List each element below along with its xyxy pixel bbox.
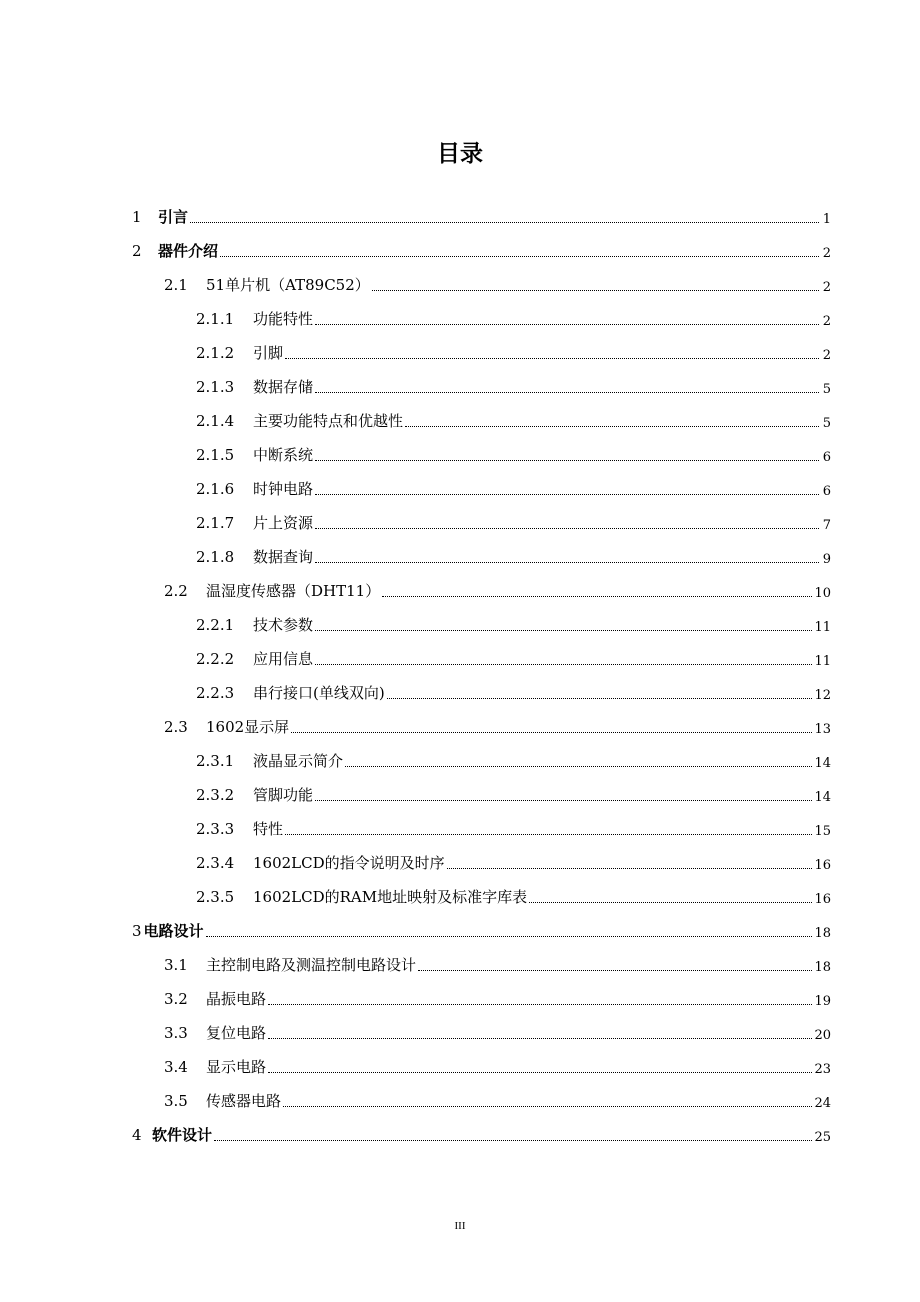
toc-entry-number: 2.2: [164, 582, 188, 600]
toc-entry-page: 16: [814, 892, 831, 907]
leader-dots: [214, 1139, 812, 1141]
leader-dots: [190, 221, 819, 223]
toc-entry-page: 13: [814, 722, 831, 737]
toc-entry-number: 2.2.2: [196, 650, 235, 668]
toc-entry-page: 2: [822, 314, 831, 329]
toc-entry-title: 液晶显示简介: [253, 752, 344, 770]
toc-entry-number: 2.3.4: [196, 854, 235, 872]
toc-entry-number: 2.3.1: [196, 752, 235, 770]
toc-entry-2-2-2[interactable]: [0, 635, 920, 669]
toc-entry-page: 18: [814, 960, 831, 975]
toc-entry-2-1[interactable]: [0, 261, 920, 295]
toc-entry-title: 片上资源: [253, 514, 314, 532]
toc-entry-3-1[interactable]: [0, 941, 920, 975]
toc-entry-number: 4: [132, 1126, 142, 1144]
toc-entry-title: 数据查询: [253, 548, 314, 566]
leader-dots: [283, 1105, 812, 1107]
toc-entry-number: 2: [132, 242, 142, 260]
leader-dots: [447, 867, 813, 869]
leader-dots: [382, 595, 812, 597]
toc-entry-number: 3.2: [164, 990, 188, 1008]
toc-entry-page: 1: [822, 212, 831, 227]
toc-entry-page: 2: [822, 348, 831, 363]
toc-entry-2-1-4[interactable]: [0, 397, 920, 431]
toc-entry-number: 2.1.6: [196, 480, 235, 498]
page-title: 目录: [437, 141, 483, 167]
toc-entry-2[interactable]: [0, 227, 920, 261]
toc-entry-2-1-1[interactable]: [0, 295, 920, 329]
toc-entry-number: 2.3.5: [196, 888, 235, 906]
toc-entry-title: 特性: [253, 820, 284, 838]
leader-dots: [315, 391, 819, 393]
leader-dots: [268, 1071, 812, 1073]
toc-entry-2-1-2[interactable]: [0, 329, 920, 363]
leader-dots: [315, 663, 812, 665]
toc-entry-title: 串行接口(单线双向): [253, 684, 385, 702]
toc-entry-number: 2.1.2: [196, 344, 235, 362]
toc-entry-title: 51单片机（AT89C52）: [206, 276, 370, 294]
toc-entry-number: 3.3: [164, 1024, 188, 1042]
toc-entry-title: 晶振电路: [206, 990, 267, 1008]
toc-entry-3-4[interactable]: [0, 1043, 920, 1077]
toc-entry-1[interactable]: [0, 193, 920, 227]
toc-entry-3-2[interactable]: [0, 975, 920, 1009]
toc-entry-title: 温湿度传感器（DHT11）: [206, 582, 381, 600]
toc-entry-title: 1602LCD的指令说明及时序: [253, 854, 445, 872]
toc-entry-number: 1: [132, 208, 142, 226]
toc-entry-page: 15: [814, 824, 831, 839]
toc-entry-page: 16: [814, 858, 831, 873]
toc-entry-2-3-2[interactable]: [0, 771, 920, 805]
toc-entry-title: 电路设计: [143, 922, 204, 940]
toc-entry-page: 11: [814, 620, 831, 635]
toc-entry-number: 2.1.3: [196, 378, 235, 396]
leader-dots: [315, 527, 819, 529]
toc-entry-title: 应用信息: [253, 650, 314, 668]
leader-dots: [315, 323, 819, 325]
toc-entry-number: 2.1.8: [196, 548, 235, 566]
toc-entry-page: 19: [814, 994, 831, 1009]
toc-entry-title: 显示电路: [206, 1058, 267, 1076]
toc-entry-number: 2.1.7: [196, 514, 235, 532]
leader-dots: [529, 901, 812, 903]
toc-entry-page: 20: [814, 1028, 831, 1043]
toc-entry-2-3-3[interactable]: [0, 805, 920, 839]
toc-entry-page: 10: [814, 586, 831, 601]
toc-entry-4[interactable]: [0, 1111, 920, 1145]
toc-entry-page: 9: [822, 552, 831, 567]
toc-entry-page: 24: [814, 1096, 831, 1111]
toc-entry-2-1-6[interactable]: [0, 465, 920, 499]
toc-entry-2-2-3[interactable]: [0, 669, 920, 703]
leader-dots: [268, 1037, 812, 1039]
leader-dots: [315, 493, 819, 495]
toc-entry-2-2-1[interactable]: [0, 601, 920, 635]
leader-dots: [315, 629, 812, 631]
toc-entry-title: 时钟电路: [253, 480, 314, 498]
toc-entry-title: 传感器电路: [206, 1092, 282, 1110]
toc-entry-number: 2.1.4: [196, 412, 235, 430]
toc-entry-number: 2.3: [164, 718, 188, 736]
toc-entry-title: 主要功能特点和优越性: [253, 412, 404, 430]
toc-entry-page: 14: [814, 790, 831, 805]
toc-entry-title: 1602LCD的RAM地址映射及标准字库表: [253, 888, 528, 906]
toc-entry-title: 器件介绍: [158, 242, 219, 260]
leader-dots: [315, 799, 812, 801]
toc-entry-title: 引脚: [253, 344, 284, 362]
toc-entry-2-3-5[interactable]: [0, 873, 920, 907]
leader-dots: [315, 561, 819, 563]
toc-entry-number: 2.1.5: [196, 446, 235, 464]
toc-entry-page: 18: [814, 926, 831, 941]
toc-entry-number: 2.3.3: [196, 820, 235, 838]
toc-entry-page: 11: [814, 654, 831, 669]
toc-entry-2-1-3[interactable]: [0, 363, 920, 397]
toc-entry-title: 主控制电路及测温控制电路设计: [206, 956, 417, 974]
leader-dots: [405, 425, 819, 427]
toc-entry-page: 5: [822, 382, 831, 397]
toc-entry-number: 3.5: [164, 1092, 188, 1110]
toc-entry-page: 14: [814, 756, 831, 771]
toc-entry-page: 2: [822, 246, 831, 261]
toc-entry-number: 2.3.2: [196, 786, 235, 804]
toc-entry-number: 3.1: [164, 956, 188, 974]
toc-entry-2-1-5[interactable]: [0, 431, 920, 465]
toc-entry-title: 复位电路: [206, 1024, 267, 1042]
toc-entry-number: 2.2.1: [196, 616, 235, 634]
leader-dots: [387, 697, 813, 699]
toc-entry-3[interactable]: [0, 907, 920, 941]
toc-entry-page: 7: [822, 518, 831, 533]
leader-dots: [206, 935, 813, 937]
toc-entry-page: 12: [814, 688, 831, 703]
toc-entry-page: 23: [814, 1062, 831, 1077]
leader-dots: [291, 731, 812, 733]
toc-entry-number: 3: [132, 922, 142, 940]
toc-entry-3-3[interactable]: [0, 1009, 920, 1043]
toc-entry-number: 2.1: [164, 276, 188, 294]
toc-entry-2-3-1[interactable]: [0, 737, 920, 771]
toc-entry-2-1-8[interactable]: [0, 533, 920, 567]
toc-entry-2-3[interactable]: [0, 703, 920, 737]
page-number: III: [454, 1220, 466, 1232]
leader-dots: [268, 1003, 812, 1005]
toc-entry-2-2[interactable]: [0, 567, 920, 601]
toc-entry-title: 软件设计: [152, 1126, 213, 1144]
toc-entry-number: 2.1.1: [196, 310, 235, 328]
leader-dots: [285, 357, 819, 359]
toc-entry-title: 1602显示屏: [206, 718, 290, 736]
leader-dots: [418, 969, 812, 971]
toc-entry-page: 5: [822, 416, 831, 431]
leader-dots: [345, 765, 812, 767]
leader-dots: [285, 833, 812, 835]
toc-entry-number: 3.4: [164, 1058, 188, 1076]
toc-entry-title: 管脚功能: [253, 786, 314, 804]
toc-entry-2-1-7[interactable]: [0, 499, 920, 533]
toc-entry-title: 数据存储: [253, 378, 314, 396]
toc-entry-page: 25: [814, 1130, 831, 1145]
toc-entry-number: 2.2.3: [196, 684, 235, 702]
toc-entry-2-3-4[interactable]: [0, 839, 920, 873]
toc-entry-title: 技术参数: [253, 616, 314, 634]
toc-entry-page: 2: [822, 280, 831, 295]
leader-dots: [315, 459, 819, 461]
toc-entry-title: 功能特性: [253, 310, 314, 328]
leader-dots: [372, 289, 819, 291]
toc-entry-title: 引言: [158, 208, 189, 226]
leader-dots: [220, 255, 819, 257]
toc-entry-page: 6: [822, 484, 831, 499]
toc-entry-3-5[interactable]: [0, 1077, 920, 1111]
toc-entry-title: 中断系统: [253, 446, 314, 464]
toc-entry-page: 6: [822, 450, 831, 465]
